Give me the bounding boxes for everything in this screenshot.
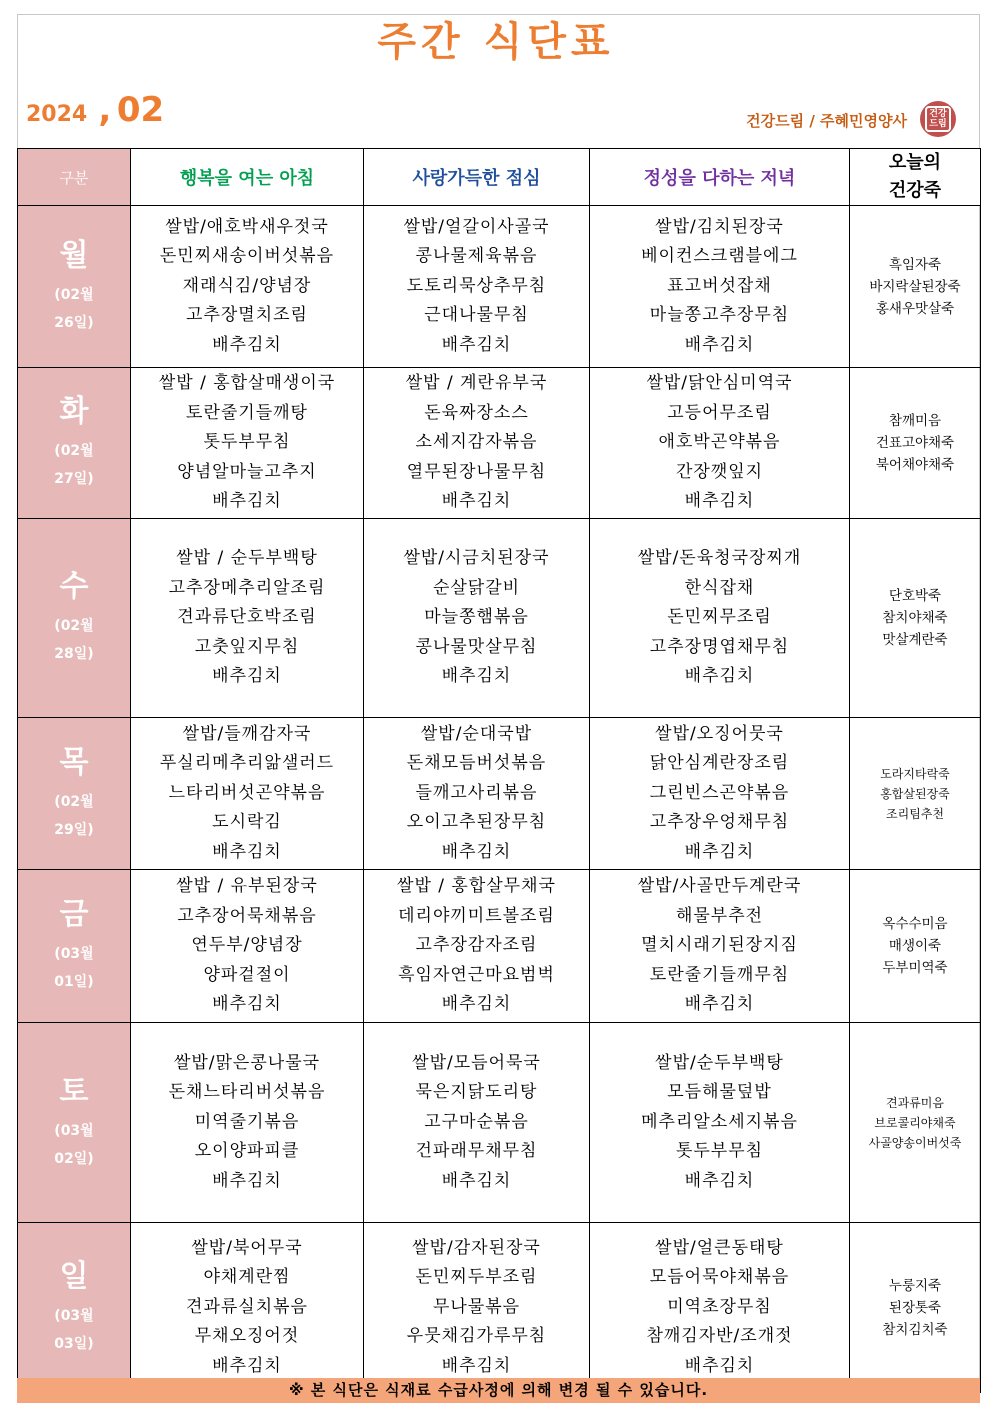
breakfast-item: 톳두부무침 [203, 432, 291, 453]
breakfast-cell [131, 1223, 364, 1393]
lunch-cell [364, 1023, 590, 1223]
breakfast-item: 고추장메추리알조림 [168, 577, 326, 598]
dinner-cell [590, 368, 850, 519]
header-gubun: 구분 [18, 149, 131, 206]
day-name: 금 [59, 897, 89, 932]
dinner-cell [590, 206, 850, 368]
lunch-item: 배추김치 [441, 1355, 512, 1376]
lunch-item: 돈육짜장소스 [424, 402, 529, 423]
lunch-cell [364, 368, 590, 519]
breakfast-item: 푸실리메추리앎샐러드 [159, 753, 335, 774]
day-row [18, 718, 981, 870]
day-date-line1: (02월 [54, 286, 94, 303]
lunch-cell [364, 1223, 590, 1393]
dinner-item: 닭안심계란장조림 [649, 753, 790, 774]
lunch-item: 배추김치 [441, 841, 512, 862]
day-date-line1: (02월 [54, 793, 94, 810]
lunch-item: 들깨고사리볶음 [415, 782, 538, 803]
lunch-item: 무나물볶음 [432, 1296, 521, 1317]
breakfast-item: 배추김치 [212, 666, 282, 687]
day-date-line2: 01일) [54, 974, 94, 990]
date-label [26, 90, 164, 130]
dinner-item: 쌀밥/사골만두계란국 [637, 876, 802, 897]
breakfast-item: 쌀밥 / 순두부백탕 [176, 548, 318, 569]
lunch-item: 데리야끼미트볼조림 [398, 905, 555, 926]
porridge-item: 홍새우맛살죽 [875, 300, 955, 317]
lunch-item: 배추김치 [441, 1170, 512, 1191]
porridge-cell [850, 519, 981, 718]
dinner-item: 그린빈스곤약볶음 [649, 782, 790, 803]
lunch-item: 쌀밥/순대국밥 [420, 723, 533, 744]
dinner-item: 배추김치 [684, 1355, 755, 1376]
header-porridge-line1: 오늘의 [888, 152, 942, 173]
dinner-cell [590, 718, 850, 870]
lunch-item: 근대나물무침 [424, 305, 529, 326]
porridge-cell [850, 1023, 981, 1223]
porridge-item: 참치야채죽 [882, 610, 948, 626]
day-name: 화 [59, 394, 89, 429]
day-row [18, 206, 981, 368]
dinner-item: 메추리알소세지볶음 [641, 1111, 798, 1132]
day-row [18, 519, 981, 718]
lunch-item: 돈채모듬버섯볶음 [406, 753, 547, 774]
breakfast-item: 고추장어묵채볶음 [177, 905, 317, 926]
lunch-cell [364, 718, 590, 870]
day-date-line1: (03월 [54, 946, 94, 962]
breakfast-item: 배추김치 [212, 994, 282, 1015]
day-cell [18, 1023, 131, 1223]
breakfast-item: 배추김치 [212, 491, 282, 512]
dinner-item: 쌀밥/닭안심미역국 [646, 373, 793, 394]
dinner-item: 베이컨스크램블에그 [641, 246, 798, 267]
porridge-item: 맛살계란죽 [882, 632, 948, 648]
porridge-item: 단호박죽 [888, 588, 942, 604]
lunch-item: 콩나물제육볶음 [415, 246, 538, 267]
lunch-item: 쌀밥 / 계란유부국 [405, 373, 548, 394]
day-name: 토 [59, 1073, 89, 1109]
porridge-item: 브로콜리야채죽 [874, 1115, 956, 1130]
breakfast-item: 쌀밥/북어무국 [191, 1237, 303, 1258]
porridge-cell [850, 1223, 981, 1393]
dinner-item: 쌀밥/오징어뭇국 [655, 723, 784, 744]
day-cell [18, 206, 131, 368]
porridge-item: 북어채야채죽 [875, 457, 955, 473]
day-date-line2: 28일) [54, 646, 94, 662]
porridge-item: 된장톳죽 [888, 1299, 942, 1316]
day-cell [18, 368, 131, 519]
lunch-item: 도토리묵상추무침 [406, 275, 547, 296]
lunch-item: 배추김치 [441, 994, 512, 1015]
day-cell [18, 718, 131, 870]
breakfast-item: 도시락김 [212, 812, 282, 833]
lunch-item: 고구마순볶음 [424, 1111, 529, 1132]
dinner-item: 참깨김자반/조개젓 [646, 1326, 793, 1347]
breakfast-item: 야채계란찜 [203, 1267, 291, 1288]
lunch-item: 콩나물맛살무침 [415, 636, 538, 657]
dinner-cell [590, 1023, 850, 1223]
breakfast-item: 무채오징어젓 [194, 1326, 300, 1347]
lunch-item: 쌀밥/얼갈이사골국 [403, 216, 550, 237]
dinner-item: 돈민찌무조림 [667, 607, 772, 628]
breakfast-item: 배추김치 [212, 841, 282, 862]
dinner-item: 고등어무조림 [667, 402, 772, 423]
day-cell [18, 519, 131, 718]
day-name: 목 [59, 744, 89, 780]
dinner-item: 애호박곤약볶음 [658, 432, 781, 453]
breakfast-cell [131, 870, 364, 1023]
dinner-item: 쌀밥/김치된장국 [655, 216, 784, 237]
day-cell [18, 1223, 131, 1393]
porridge-item: 매생이죽 [888, 938, 942, 954]
day-date-line1: (02월 [54, 618, 94, 634]
lunch-item: 돈민찌두부조림 [415, 1267, 538, 1288]
date-separator: , [98, 90, 112, 130]
day-row [18, 368, 981, 519]
porridge-item: 참치김치죽 [882, 1321, 948, 1338]
porridge-item: 누룽지죽 [888, 1277, 942, 1294]
day-date-line1: (02월 [54, 443, 94, 459]
breakfast-item: 고추장멸치조림 [186, 305, 308, 326]
breakfast-cell [131, 206, 364, 368]
seal-logo [920, 101, 956, 137]
breakfast-item: 쌀밥 / 유부된장국 [176, 876, 318, 897]
header-lunch: 사랑가득한 점심 [364, 149, 590, 206]
dinner-item: 멸치시래기된장지짐 [641, 935, 798, 956]
porridge-item: 참깨미음 [888, 413, 942, 429]
porridge-cell [850, 368, 981, 519]
lunch-cell [364, 206, 590, 368]
lunch-item: 고추장감자조림 [415, 935, 538, 956]
lunch-item: 배추김치 [441, 334, 512, 355]
dinner-cell [590, 1223, 850, 1393]
lunch-cell [364, 519, 590, 718]
lunch-item: 흑임자연근마요범벅 [398, 964, 555, 985]
porridge-item: 홍합살된장죽 [880, 786, 950, 801]
dinner-item: 고추장명엽채무침 [649, 636, 790, 657]
breakfast-item: 연두부/양념장 [191, 935, 303, 956]
header-dinner: 정성을 다하는 저녁 [590, 149, 850, 206]
day-name: 월 [59, 237, 89, 273]
dinner-item: 간장깻잎지 [675, 461, 764, 482]
lunch-item: 배추김치 [441, 491, 512, 512]
day-name: 수 [59, 569, 89, 604]
breakfast-item: 미역줄기볶음 [194, 1111, 300, 1132]
porridge-item: 바지락살된장죽 [869, 278, 961, 295]
day-date-line2: 27일) [54, 471, 94, 487]
lunch-item: 우뭇채김가루무침 [406, 1326, 547, 1347]
breakfast-item: 견과류실치볶음 [186, 1296, 308, 1317]
breakfast-cell [131, 718, 364, 870]
dinner-item: 쌀밥/순두부백탕 [655, 1052, 784, 1073]
notice-bar: ※ 본 식단은 식재료 수급사정에 의해 변경 될 수 있습니다. [17, 1378, 980, 1403]
breakfast-item: 쌀밥/맑은콩나물국 [173, 1052, 321, 1073]
dinner-item: 마늘쫑고추장무침 [649, 305, 790, 326]
breakfast-item: 양념알마늘고추지 [177, 461, 317, 482]
breakfast-item: 고춧잎지무침 [194, 636, 300, 657]
breakfast-cell [131, 368, 364, 519]
dinner-item: 쌀밥/돈육청국장찌개 [637, 548, 802, 569]
lunch-item: 마늘쫑햄볶음 [424, 607, 529, 628]
day-cell [18, 870, 131, 1023]
lunch-item: 열무된장나물무침 [406, 461, 547, 482]
porridge-item: 두부미역죽 [882, 960, 948, 976]
dinner-item: 톳두부무침 [675, 1141, 764, 1162]
day-row [18, 870, 981, 1023]
header-porridge-line2: 건강죽 [888, 180, 942, 201]
porridge-cell [850, 718, 981, 870]
lunch-item: 쌀밥 / 홍합살무채국 [397, 876, 556, 897]
dinner-item: 배추김치 [684, 491, 755, 512]
breakfast-item: 양파겉절이 [203, 964, 291, 985]
breakfast-item: 쌀밥/들깨감자국 [182, 723, 312, 744]
date-month: 02 [116, 90, 165, 130]
lunch-item: 배추김치 [441, 666, 512, 687]
lunch-item: 오이고추된장무침 [406, 812, 547, 833]
dinner-cell [590, 870, 850, 1023]
dinner-item: 해물부추전 [675, 905, 764, 926]
breakfast-item: 돈채느타리버섯볶음 [168, 1082, 326, 1103]
dinner-item: 미역초장무침 [667, 1296, 772, 1317]
dinner-item: 표고버섯잡채 [667, 275, 772, 296]
dinner-cell [590, 519, 850, 718]
breakfast-item: 돈민찌새송이버섯볶음 [159, 246, 335, 267]
lunch-item: 쌀밥/감자된장국 [412, 1237, 541, 1258]
breakfast-cell [131, 1023, 364, 1223]
lunch-item: 건파래무채무침 [415, 1141, 538, 1162]
porridge-item: 사골양송이버섯죽 [868, 1135, 962, 1150]
lunch-item: 순살닭갈비 [432, 577, 521, 598]
day-date-line2: 02일) [54, 1150, 94, 1167]
breakfast-item: 견과류단호박조림 [177, 607, 317, 628]
dinner-item: 배추김치 [684, 1170, 755, 1191]
dinner-item: 배추김치 [684, 666, 755, 687]
dinner-item: 한식잡채 [684, 577, 755, 598]
dinner-item: 토란줄기들깨무침 [649, 964, 790, 985]
porridge-item: 옥수수미음 [882, 916, 948, 932]
breakfast-item: 재래식김/양념장 [182, 275, 312, 296]
breakfast-item: 오이양파피클 [194, 1141, 300, 1162]
dinner-item: 모듬해물덮밥 [667, 1082, 772, 1103]
lunch-item: 묵은지닭도리탕 [415, 1082, 538, 1103]
dinner-item: 배추김치 [684, 841, 755, 862]
porridge-item: 도라지타락죽 [880, 766, 950, 781]
menu-table [17, 148, 981, 1393]
brand-label: 건강드림 / 주혜민영양사 [746, 112, 907, 130]
lunch-item: 소세지감자볶음 [415, 432, 538, 453]
seal-text: 건강 드림 [925, 106, 951, 132]
header-breakfast: 행복을 여는 아침 [131, 149, 364, 206]
dinner-item: 배추김치 [684, 334, 755, 355]
breakfast-item: 토란줄기들깨탕 [186, 402, 308, 423]
header-row [18, 149, 981, 206]
dinner-item: 고추장우엉채무침 [649, 812, 790, 833]
dinner-item: 쌀밥/얼큰동태탕 [655, 1237, 784, 1258]
lunch-item: 쌀밥/시금치된장국 [403, 548, 550, 569]
page-title: 주간 식단표 [377, 19, 615, 65]
day-date-line1: (03월 [54, 1307, 94, 1324]
day-date-line2: 29일) [54, 821, 94, 838]
porridge-item: 조리팀추천 [886, 806, 944, 821]
breakfast-item: 배추김치 [212, 1355, 282, 1376]
porridge-cell [850, 870, 981, 1023]
breakfast-cell [131, 519, 364, 718]
breakfast-item: 쌀밥/애호박새우젓국 [165, 216, 329, 237]
porridge-item: 흑임자죽 [888, 256, 942, 273]
lunch-cell [364, 870, 590, 1023]
day-date-line2: 03일) [54, 1335, 94, 1352]
breakfast-item: 느타리버섯곤약볶음 [168, 782, 326, 803]
porridge-cell [850, 206, 981, 368]
porridge-item: 건표고야채죽 [875, 435, 955, 451]
breakfast-item: 배추김치 [212, 334, 282, 355]
day-row [18, 1223, 981, 1393]
dinner-item: 배추김치 [684, 994, 755, 1015]
lunch-item: 쌀밥/모듬어묵국 [412, 1052, 541, 1073]
breakfast-item: 쌀밥 / 홍합살매생이국 [158, 373, 336, 394]
date-year: 2024 [26, 102, 88, 127]
header-porridge [850, 149, 981, 206]
day-date-line1: (03월 [54, 1122, 94, 1139]
day-name: 일 [59, 1258, 89, 1294]
dinner-item: 모듬어묵야채볶음 [649, 1267, 790, 1288]
day-date-line2: 26일) [54, 314, 94, 331]
day-row [18, 1023, 981, 1223]
porridge-item: 견과류미음 [886, 1095, 944, 1110]
breakfast-item: 배추김치 [212, 1170, 282, 1191]
